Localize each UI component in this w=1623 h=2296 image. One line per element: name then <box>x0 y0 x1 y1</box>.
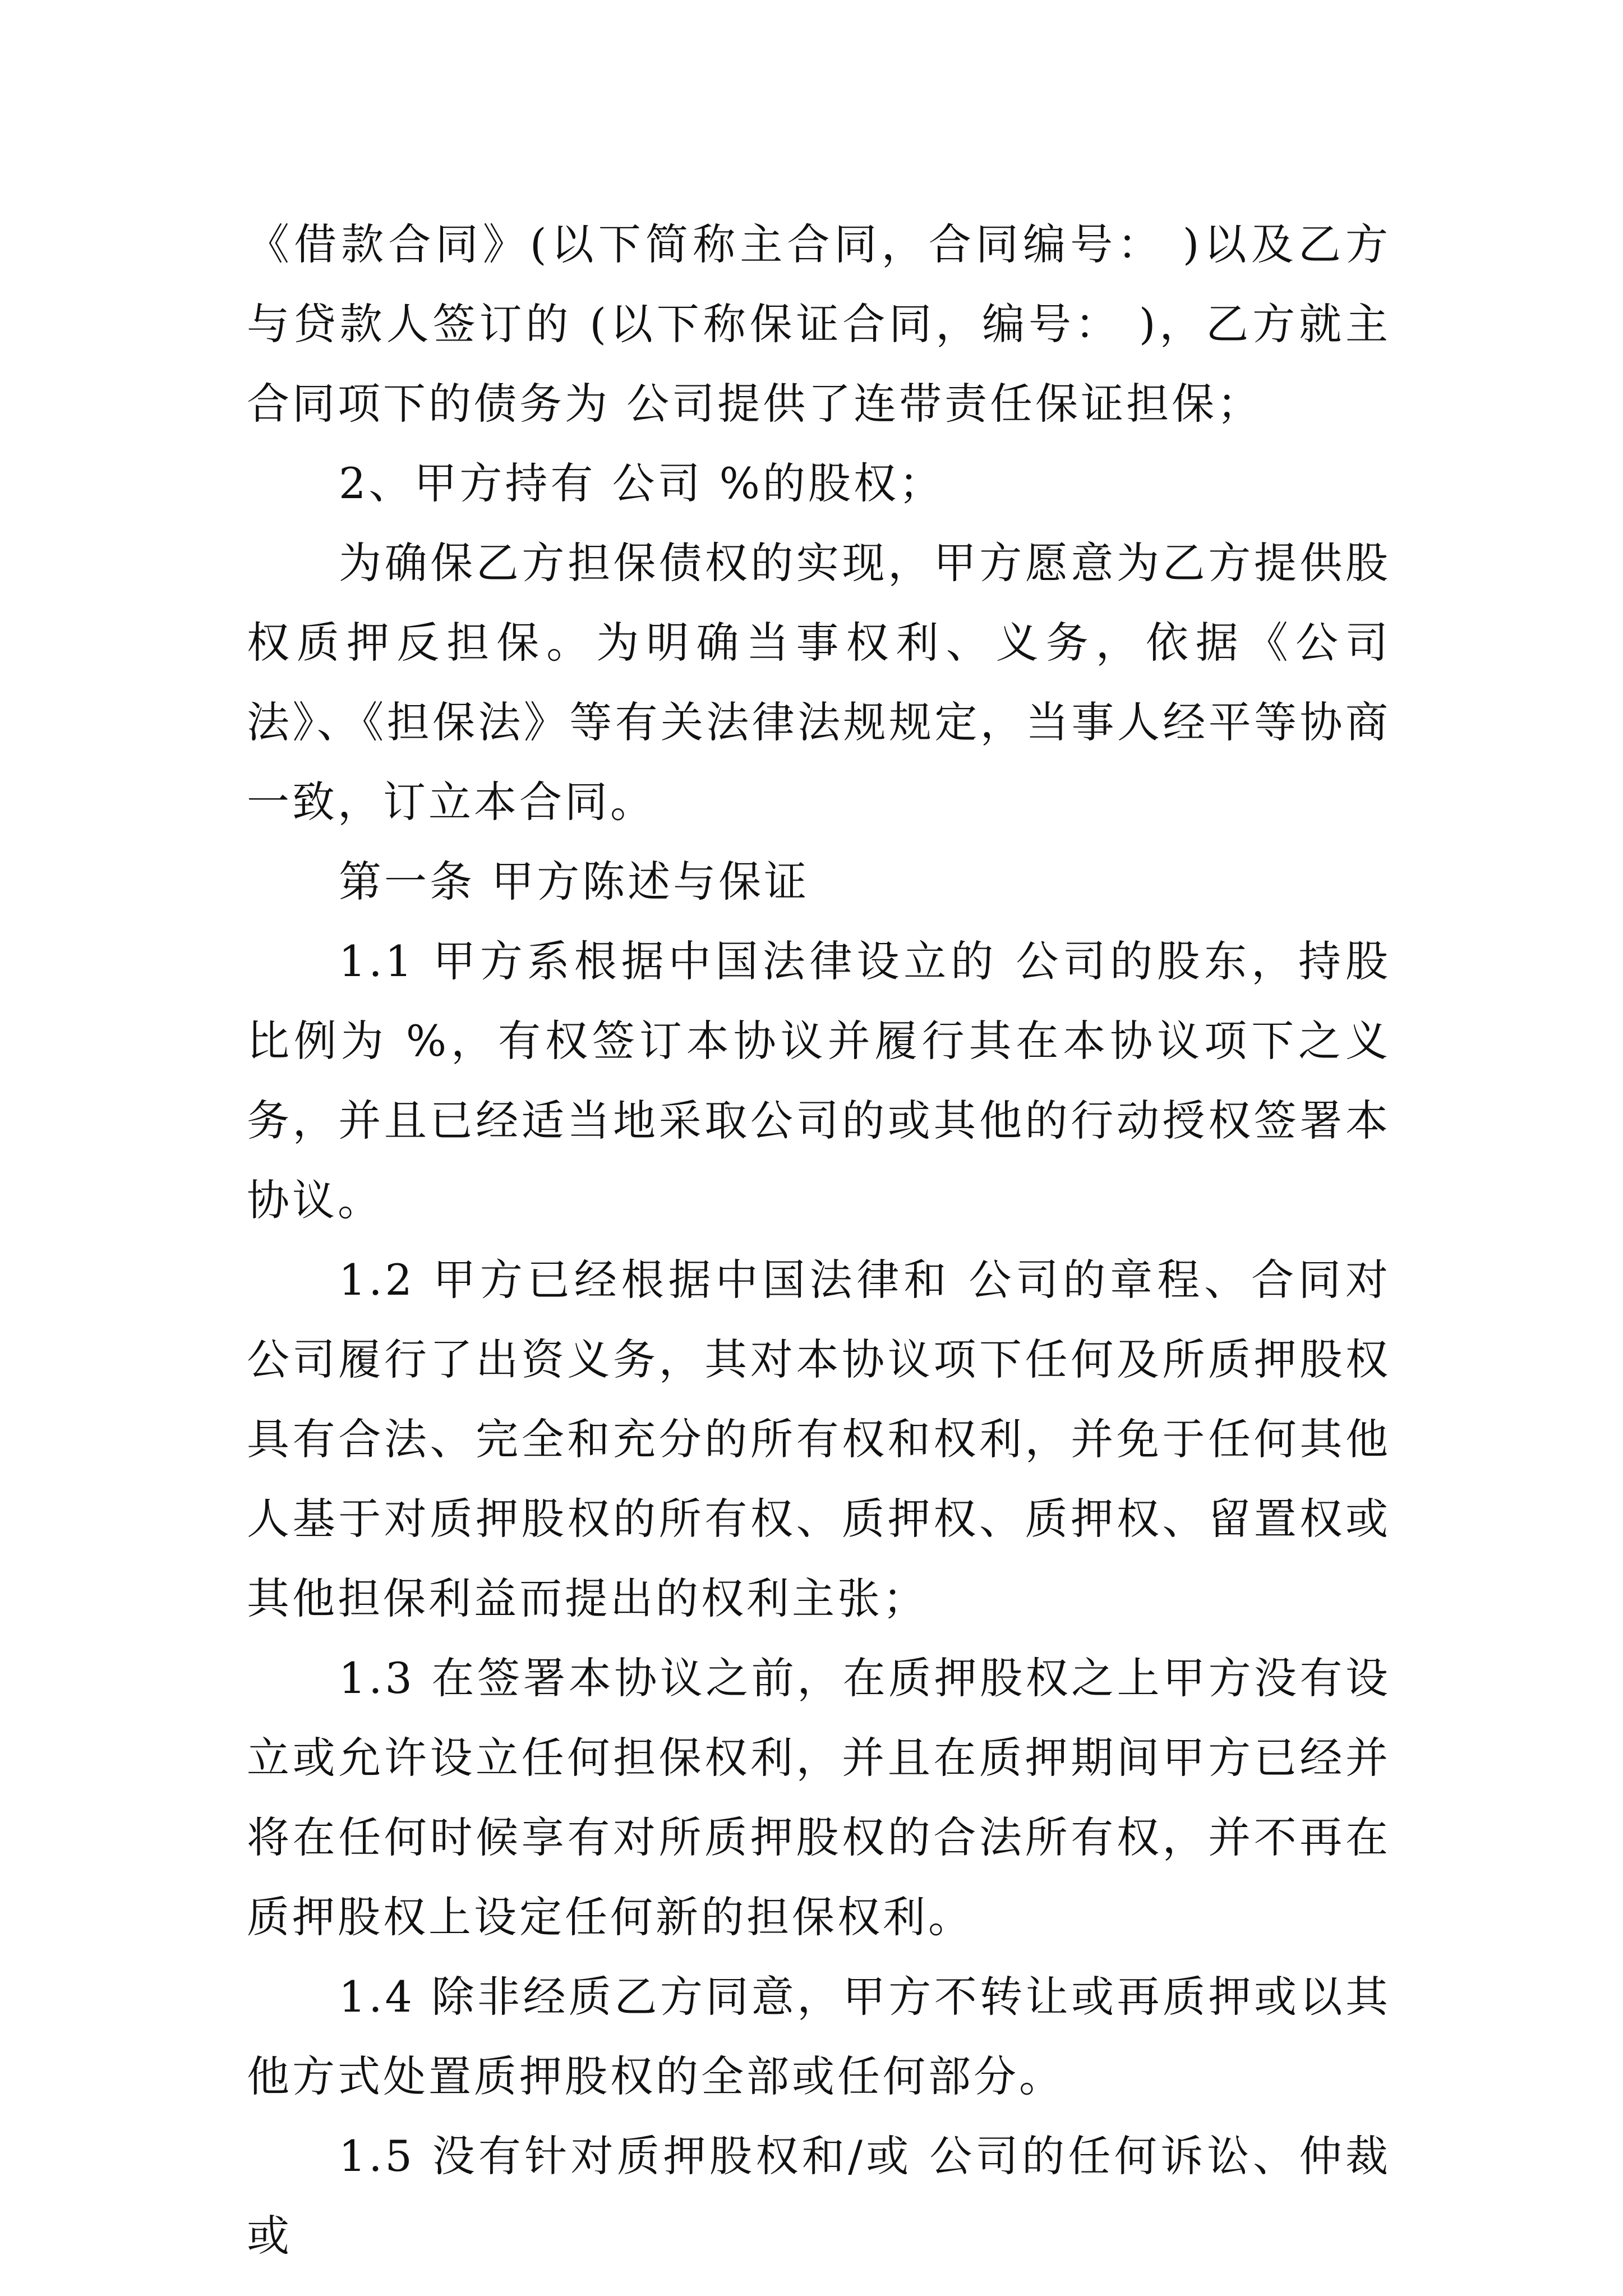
clause-1-4: 1.4 除非经质乙方同意，甲方不转让或再质押或以其他方式处置质押股权的全部或任何部分。 <box>247 1972 1391 2101</box>
paragraph-equity-holding: 2、甲方持有 公司 %的股权； <box>339 458 944 508</box>
clause-1-1: 1.1 甲方系根据中国法律设立的 公司的股东，持股比例为 %，有权签订本协议并履行其在本协议项下之义务，并且已经适当地采取公司的或其他的行动授权签署本协议。 <box>247 936 1391 1225</box>
clause-1-5: 1.5 没有针对质押股权和/或 公司的任何诉讼、仲裁或 <box>247 2131 1391 2261</box>
document-body <box>247 205 1391 2276</box>
paragraph-purpose: 为确保乙方担保债权的实现，甲方愿意为乙方提供股权质押反担保。为明确当事权利、义务，依据《公司法》、《担保法》等有关法律法规规定，当事人经平等协商一致，订立本合同。 <box>247 538 1391 827</box>
paragraph-loan-contract: 《借款合同》(以下简称主合同，合同编号： )以及乙方与贷款人签订的 (以下称保证合同，编号： )，乙方就主合同项下的债务为 公司提供了连带责任保证担保； <box>247 219 1391 429</box>
clause-1-2: 1.2 甲方已经根据中国法律和 公司的章程、合同对 公司履行了出资义务，其对本协议项下任何及所质押股权具有合法、完全和充分的所有权和权利，并免于任何其他人基于对质押股权的所有权、质押权、质押权、留置权或其他担保利益而提出的权利主张； <box>247 1255 1391 1623</box>
article-one-heading: 第一条 甲方陈述与保证 <box>339 857 810 907</box>
clause-1-3: 1.3 在签署本协议之前，在质押股权之上甲方没有设立或允许设立任何担保权利，并且在质押期间甲方已经并将在任何时候享有对所质押股权的合法所有权，并不再在质押股权上设定任何新的担保权利。 <box>247 1653 1391 1942</box>
